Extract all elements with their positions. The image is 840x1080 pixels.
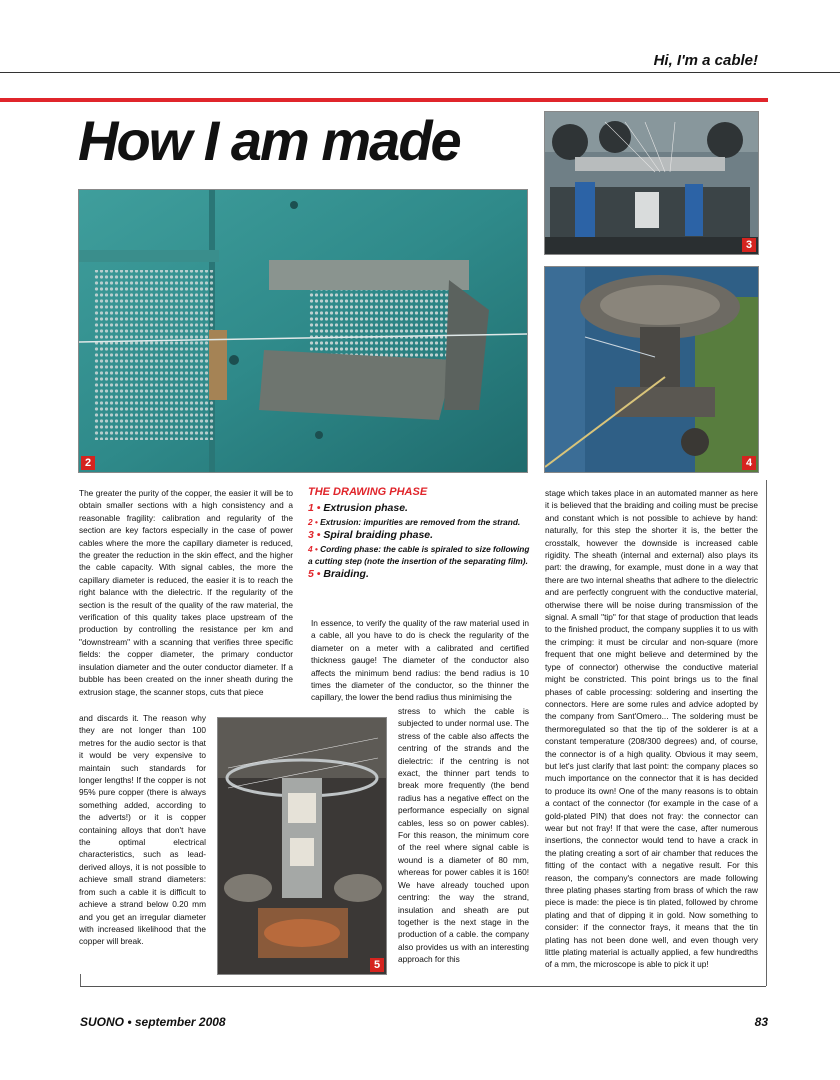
- phase-item: 1 • Extrusion phase.: [308, 502, 408, 514]
- phase-item: 4 • Cording phase: the cable is spiraled to size following a cutting step (note the insertion of the separating film).: [308, 544, 530, 566]
- photo-stranding-graphic: [218, 718, 386, 974]
- article-title: How I am made: [78, 109, 460, 172]
- phase-text: Extrusion phase.: [323, 502, 408, 514]
- phase-number: 3: [308, 529, 314, 541]
- photo-number-badge: 2: [81, 456, 95, 470]
- column-1-top-text: The greater the purity of the copper, the easier it will be to obtain smaller sections with a high consistency and a reasonable fragility: calibration and regularity of the section are key factors especially in the case of power cables where the more the capillary diameter is reduced, the greater the reduction in the skin effect, and the higher the cable capacity. With signal cables, the more the capillary diameter is reduced, the easier it is to reach the right balance with the dielectric. If the regularity of the section is the result of the quality of the raw material, the verification of this quality takes place upstream of the production by controlling the resistance per km and "downstream" with a scanning that verifies three specific fields: the copper diameter, the primary conductor insulation diameter and the outer conductor diameter. If a bubble has been created on the inner sheath during the extrusion stage, the scanner stops, cuts that piece: [79, 488, 293, 697]
- header-rule: [0, 72, 840, 73]
- column-3-text: stage which takes place in an automated manner as here it is believed that the braiding and coiling must be precise and constant which is not possible to achieve by hand: naturally, for this step the shorter it is, the better the crosstalk, however the downside is increased cable rigidity. The sheath (internal and external) also plays its part: the drawing, for example, must done in a way that there are two internal sheaths that adhere to the dielectric and are perfectly congruent with the conductive material, otherwise there will be noise during transmission of the signal. A small "tip" for that stage of production that leads to the finished product, the company supplies it to us with the crimping: it must be circular and non-square (more frequent that one might believe and determined by the type of connector) otherwise the conductive material might be constricted. This point brings us to the final phases of cable processing: soldering and inserting the connectors. Here are some rules and advice adopted by the company from Sant'Omero... The soldering must be thermoregulated so that the tip of the solderer is at a constant temperature (208/300 degrees) and, of course, the connector is of a high quality. Obvious it may seem, but let's just clarify that last point: the company places so much importance on the connector that it is has decided to produce its own! One of the many reasons is to obtain a contact of the connector (for example in the case of a gold-plated PIN) that does not fray: the connector can wear but not fray! If that were the case, after numerous insertions, the connector would tend to have a crack in the plating creating a sort of air chamber that reduces the fitting of the contact with a negative result. For this reason, the company's connectors are made following three plating phases starting from brass of which the raw piece is made: the piece is tin plated, followed by chrome plating and that of dipping it in gold. Now something to consider: if the connector frays, it means that the tin plating has not been done well, and even though very little plating material is actually applied, a few hundredths of a mm, the microscope is able to pick it up!: [545, 488, 758, 970]
- phase-text: Braiding.: [323, 568, 369, 580]
- photo-cording-graphic: [545, 267, 758, 472]
- photo-extrusion-graphic: [79, 190, 527, 472]
- page-number: 83: [754, 1015, 768, 1029]
- phase-number: 5: [308, 568, 314, 580]
- photo-braiding-graphic: [545, 112, 758, 254]
- photo-number-badge: 4: [742, 456, 756, 470]
- phase-number: 2: [308, 517, 313, 527]
- photo-number-badge: 3: [742, 238, 756, 252]
- photo-braiding-machine: [544, 111, 759, 255]
- photo-number-badge: 5: [370, 958, 384, 972]
- phase-item: 3 • Spiral braiding phase.: [308, 529, 434, 541]
- red-accent-bar: [0, 98, 768, 102]
- phase-text: Extrusion: impurities are removed from the strand.: [320, 517, 521, 527]
- column-1-bottom-text: and discards it. The reason why they are not longer than 100 metres for the audio sector is that it would be very expensive to maintain such standards for longer lengths! If the copper is not 95% pure copper (there is always something added, according to the adverts!) or it is copper containing alloys that don't have the optimal electrical characteristics, such as lead-derived alloys, it is not possible to achieve small strand diameters: from such a cable it is difficult to achieve a strand below 0.20 mm and you get an irregular diameter with increased likelihood that the copper will break.: [79, 713, 206, 947]
- drawing-phase-title: THE DRAWING PHASE: [308, 486, 428, 498]
- running-header: Hi, I'm a cable!: [653, 52, 758, 69]
- phase-item: 5 • Braiding.: [308, 568, 369, 580]
- drawing-phase-box: [308, 486, 530, 582]
- photo-cording-machine: [544, 266, 759, 473]
- column-2-top-text: In essence, to verify the quality of the raw material used in a cable, all you have to do is check the regularity of the diameter on a meter with a calibrated and certified thickness gauge! The diameter of the conductor also affects the minimum bend radius: the bend radius is 10 times the diameter of the conductor, so the thinner the capillary, the lower the bend radius thus minimising the: [311, 618, 529, 703]
- column-2-bottom-text: stress to which the cable is subjected to under normal use. The stress of the cable also affects the centring of the strands and the dielectric: if the centring is not exact, the thinner part tends to break more frequently (the bend radius has a negative effect on the performance especially on signal cables, less so on power cables). For this reason, the minimum core of the reel where signal cable is wound is a diameter of 80 mm, whereas for power cables it is 160! We have already touched upon centring: the way the strand, insulation and sheath are put together is the next stage in the production of a cable. the company also provides us with an interesting approach for this: [398, 706, 529, 965]
- phase-number: 1: [308, 502, 314, 514]
- phase-number: 4: [308, 544, 313, 554]
- photo-stranding-machine: [217, 717, 387, 975]
- photo-extrusion: [78, 189, 528, 473]
- footer-rule: [80, 986, 766, 987]
- footer-publication: SUONO • september 2008: [80, 1015, 226, 1029]
- phase-text: Cording phase: the cable is spiraled to size following a cutting step (note the insertion of the separating film).: [308, 544, 530, 566]
- phase-item: 2 • Extrusion: impurities are removed from the strand.: [308, 517, 521, 527]
- phase-text: Spiral braiding phase.: [323, 529, 434, 541]
- column-divider: [766, 480, 767, 986]
- column-divider: [80, 974, 81, 986]
